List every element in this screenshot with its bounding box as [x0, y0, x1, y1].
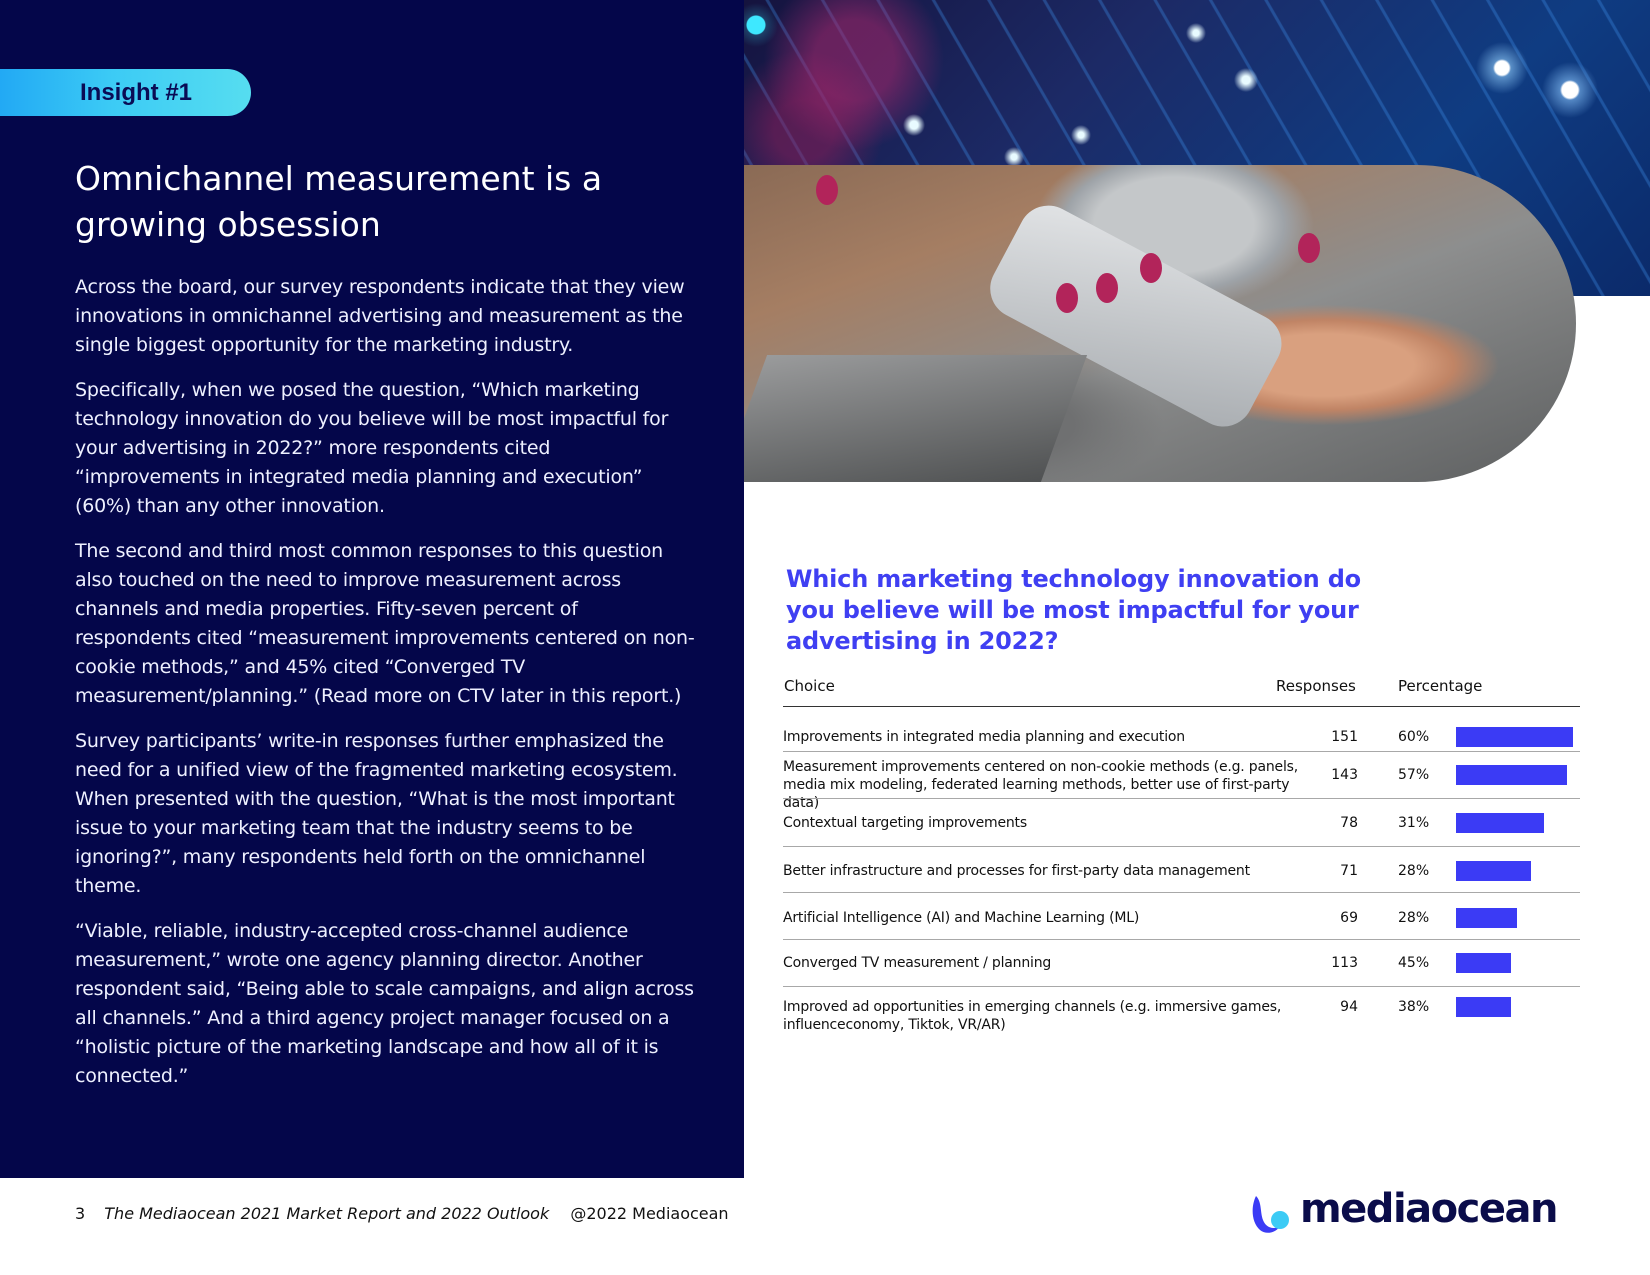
choice-cell: Measurement improvements centered on non-cookie methods (e.g. panels, media mix modeling, federated learning methods, better use of first-party data)	[783, 759, 1298, 811]
header-rule	[783, 706, 1580, 707]
responses-cell: 71	[1340, 863, 1358, 879]
fingernail-shape	[1298, 233, 1320, 263]
choice-cell: Contextual targeting improvements	[783, 815, 1027, 831]
choice-cell: Artificial Intelligence (AI) and Machine Learning (ML)	[783, 910, 1140, 926]
mediaocean-logo-mark-icon	[1250, 1194, 1296, 1234]
choice-cell: Improved ad opportunities in emerging channels (e.g. immersive games, influenceconomy, Tiktok, VR/AR)	[783, 999, 1282, 1033]
percentage-bar	[1456, 727, 1573, 747]
responses-cell: 78	[1340, 815, 1358, 831]
column-header-percentage: Percentage	[1398, 677, 1483, 695]
percentage-cell: 28%	[1398, 910, 1430, 926]
table-row	[783, 893, 1580, 940]
paragraph: “Viable, reliable, industry-accepted cross-channel audience measurement,” wrote one agency planning director. Another respondent said, “Being able to scale campaigns, and align across all channels.” And a third agency project manager focused on a “holistic picture of the marketing landscape and how all of it is connected.”	[75, 920, 694, 1087]
percentage-bar	[1456, 953, 1511, 973]
percentage-bar	[1456, 997, 1511, 1017]
paragraph: Specifically, when we posed the question, “Which marketing technology innovation do you believe will be most impactful for your advertising in 2022?” more respondents cited “improvements in integrated media planning and execution” (60%) than any other innovation.	[75, 379, 669, 517]
percentage-bar	[1456, 861, 1531, 881]
responses-cell: 151	[1331, 729, 1358, 745]
choice-cell: Better infrastructure and processes for first-party data management	[783, 863, 1250, 879]
page-number: 3	[75, 1204, 86, 1223]
laptop-keyboard-shape	[744, 355, 1087, 482]
page-headline: Omnichannel measurement is a growing obsession	[75, 159, 603, 244]
mediaocean-wordmark: mediaocean	[1300, 1186, 1557, 1232]
paragraph: Survey participants’ write-in responses further emphasized the need for a unified view of the fragmented marketing ecosystem. When presented with the question, “What is the most important issue to your marketing team that the industry seems to be ignoring?”, many respondents held forth on the omnichannel theme.	[75, 730, 678, 897]
choice-cell: Improvements in integrated media planning and execution	[783, 729, 1185, 745]
hero-photo-area	[744, 0, 1650, 482]
column-header-responses: Responses	[1276, 677, 1356, 695]
percentage-cell: 31%	[1398, 815, 1430, 831]
fingernail-shape	[1140, 253, 1162, 283]
responses-cell: 113	[1331, 955, 1358, 971]
table-row	[783, 940, 1580, 987]
fingernail-shape	[1056, 283, 1078, 313]
choice-cell: Converged TV measurement / planning	[783, 955, 1052, 971]
percentage-cell: 45%	[1398, 955, 1430, 971]
left-panel	[0, 0, 744, 1178]
column-header-choice: Choice	[784, 677, 835, 695]
table-row	[783, 712, 1580, 752]
copyright: @2022 Mediaocean	[570, 1204, 729, 1223]
percentage-bar	[1456, 813, 1544, 833]
body-text	[75, 273, 695, 1107]
table-row	[783, 987, 1580, 1039]
responses-cell: 143	[1331, 767, 1358, 783]
page-footer	[75, 1204, 729, 1223]
percentage-cell: 57%	[1398, 767, 1430, 783]
responses-cell: 69	[1340, 910, 1358, 926]
table-row	[783, 847, 1580, 893]
chart-question-title: Which marketing technology innovation do you believe will be most impactful for your advertising in 2022?	[786, 565, 1361, 655]
mediaocean-logo	[1250, 1186, 1580, 1236]
percentage-bar	[1456, 765, 1567, 785]
percentage-bar	[1456, 908, 1517, 928]
percentage-cell: 28%	[1398, 863, 1430, 879]
percentage-cell: 60%	[1398, 729, 1430, 745]
publication-title: The Mediaocean 2021 Market Report and 2022 Outlook	[104, 1204, 550, 1223]
fingernail-shape	[1096, 273, 1118, 303]
insight-badge	[0, 69, 251, 116]
percentage-cell: 38%	[1398, 999, 1430, 1015]
table-row	[783, 799, 1580, 847]
fingernail-shape	[816, 175, 838, 205]
paragraph: Across the board, our survey respondents indicate that they view innovations in omnichannel advertising and measurement as the single biggest opportunity for the marketing industry.	[75, 276, 685, 356]
paragraph: The second and third most common responses to this question also touched on the need to improve measurement across channels and media properties. Fifty-seven percent of respondents cited “measurement improvements centered on non-cookie methods,” and 45% cited “Converged TV measurement/planning.” (Read more on CTV later in this report.)	[75, 540, 695, 707]
responses-cell: 94	[1340, 999, 1358, 1015]
insight-badge-label: Insight #1	[80, 79, 193, 106]
table-row	[783, 752, 1580, 811]
hand-holding-phone-image	[744, 165, 1576, 482]
